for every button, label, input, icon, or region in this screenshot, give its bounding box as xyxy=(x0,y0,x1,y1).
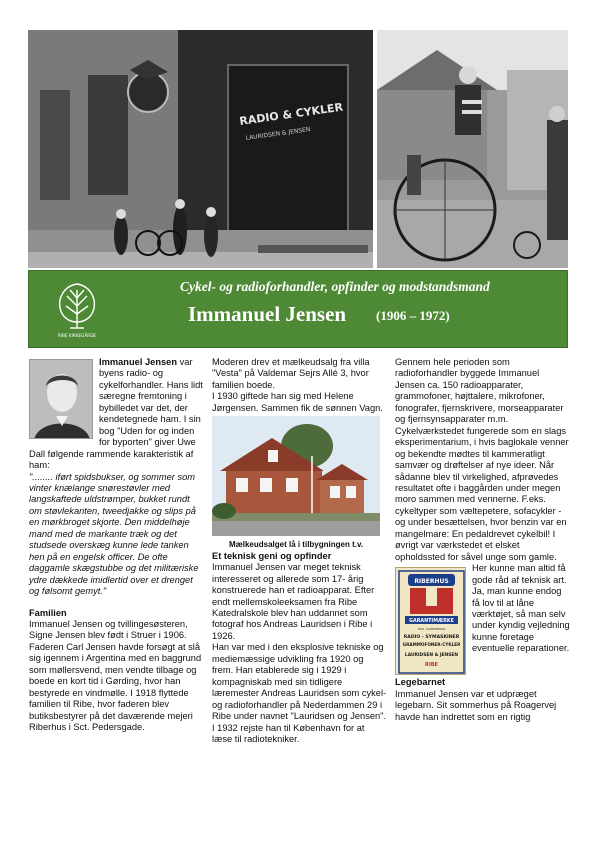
banner-title: Immanuel Jensen xyxy=(188,302,347,326)
house-photo xyxy=(212,416,380,536)
quote-paragraph: "........ iført spidsbukser, og sommer som vinter knælange snørestøvler med langskaftede uldstrømper, bukket rundt om støvlekanten, tweedjakke og slips på en mørkbroget skjorte. Den middelhøje mand med de markante træk og det studsede overskæg kunne lede tanken hen på en engelsk officer. De ofte daggamle skægstubbe og det militæriske ydre dækkede imidlertid over et drenget og følsomt gemyt." xyxy=(29,471,199,597)
tech-paragraph: Immanuel Jensen var meget teknisk interesseret og allerede som 17- årig konstruerede han et radioapparat. Efter endt mellemskoleeksamen fra Ribe Katedralskole blev han uddannet som fotograf hos Andreas Lauridsen i Ribe i 1926. xyxy=(212,562,375,641)
tree-logo-icon xyxy=(52,276,102,342)
advice-text: Her kunne man altid få gode råd af teknisk art. Ja, man kunne endog få lov til at låne værktøjet, så man selv under kyndig vejledning kunne foretage eventuelle reparationer. xyxy=(472,563,570,654)
banner-years: (1906 – 1972) xyxy=(376,308,450,323)
penny-farthing-photo xyxy=(377,30,568,268)
column-1 xyxy=(29,357,204,734)
shop-front-photo xyxy=(28,30,373,268)
stamp-badge-text: GARANTIMÆRKE xyxy=(409,619,454,625)
heading-play: Legebarnet xyxy=(395,677,446,688)
heading-tech: Et teknisk geni og opfinder xyxy=(212,550,332,561)
stamp-small-text: HOS. VAREMÆRKE xyxy=(417,627,446,632)
marriage-paragraph: I 1930 giftede han sig med Helene Jørgensen. Sammen fik de sønnen Vagn. xyxy=(212,391,383,413)
logo-text: RIBE KIRKEGÅRDE xyxy=(57,333,97,338)
intro-text: var byens radio- og cykelforhandler. Hans lidt særegne fremtoning i bybilledet var det, der kendetegnede ham. I sin bog "Uden for og inden for byporten" giver Uwe Dall følgende rammende karakteristik af ham: xyxy=(29,357,203,471)
intro-name: Immanuel Jensen xyxy=(99,357,178,367)
stamp-city: RIBE xyxy=(425,662,438,669)
shop-sign-text: RADIO & CYKLER xyxy=(238,100,344,128)
heading-family: Familien xyxy=(29,607,67,618)
banner-subtitle: Cykel- og radioforhandler, opfinder og modstandsmand xyxy=(180,279,490,294)
radios-paragraph: Gennem hele perioden som radioforhandler byggede Immanuel Jensen ca. 150 radioapparater, grammofoner, højttalere, mikrofoner, fonografer, fjernskrivere, morseapparater og fjernsynsapparater m.m. xyxy=(395,357,564,425)
stamp-top-text: RIBERHUS xyxy=(414,578,449,586)
column-3 xyxy=(395,357,570,723)
workshop-paragraph: Cykelværkstedet fungerede som en slags eksperimentarium, i hvis baglokale venner og bekendte mødtes til kammeratligt samvær og drøftelser af nye ideer. Når sådanne blev til virkelighed, afprøvedes resultatet ofte i baggården under megen moro sammen med vennerne. F.eks. cykeltyper som væltepetere, sofacykler - og under besættelsen, hvor benzin var en mangelmare: En pedaldrevet cykelbil! I øvrigt var værkstedet et elsket opholdssted for såvel unge som gamle. xyxy=(395,425,569,562)
business-paragraph: Han var med i den eksplosive tekniske og mediemæssige udvikling fra 1920 og frem. Han etablerede sig i 1929 i kompagniskab med sin tidligere læremester Andreas Lauridsen som cykel- og radioforhandler på Nederdammen 29 i Ribe under navnet "Lauridsen og Jensen". I 1932 rejste han til København for at læse til radiotekniker. xyxy=(212,642,387,744)
play-paragraph: Immanuel Jensen var et udpræget legebarn. Sit sommerhus på Roagervej havde han indrettet som en rigtig xyxy=(395,688,557,722)
dairy-paragraph: Moderen drev et mælkeudsalg fra villa "Vesta" på Valdemar Sejrs Allé 3, hvor familien boede. xyxy=(212,357,370,390)
stamp-line2: GRAMMOFONER-CYKLER xyxy=(402,642,461,648)
header-photo-strip xyxy=(28,30,568,268)
portrait-photo xyxy=(29,359,93,439)
guarantee-stamp xyxy=(395,567,466,675)
family-paragraph: Immanuel Jensen og tvillingesøsteren, Signe Jensen blev født i Struer i 1906. Faderen Carl Jensen havde forsøgt at slå sig igennem i Argentina med en baggrund som møllersvend, men vendte tilbage og boede en kort tid i Gørding, hvor han bestyrede en vindmølle. I 1918 flyttede familien til Ribe, hvor faderen blev butiksbestyrer på det daværende mejeri Riberhus i Sct. Pedersgade. xyxy=(29,618,202,733)
column-2 xyxy=(212,357,387,745)
stamp-line3: LAURIDSEN & JENSEN xyxy=(404,653,459,659)
intro-paragraph xyxy=(29,357,204,472)
house-caption: Mælkeudsalget lå i tilbygningen t.v. xyxy=(228,540,364,550)
stamp-line1: RADIO - SYMASKINER xyxy=(403,635,460,641)
advice-paragraph xyxy=(395,563,570,669)
shop-name-text: LAURIDSEN & JENSEN xyxy=(245,125,311,142)
